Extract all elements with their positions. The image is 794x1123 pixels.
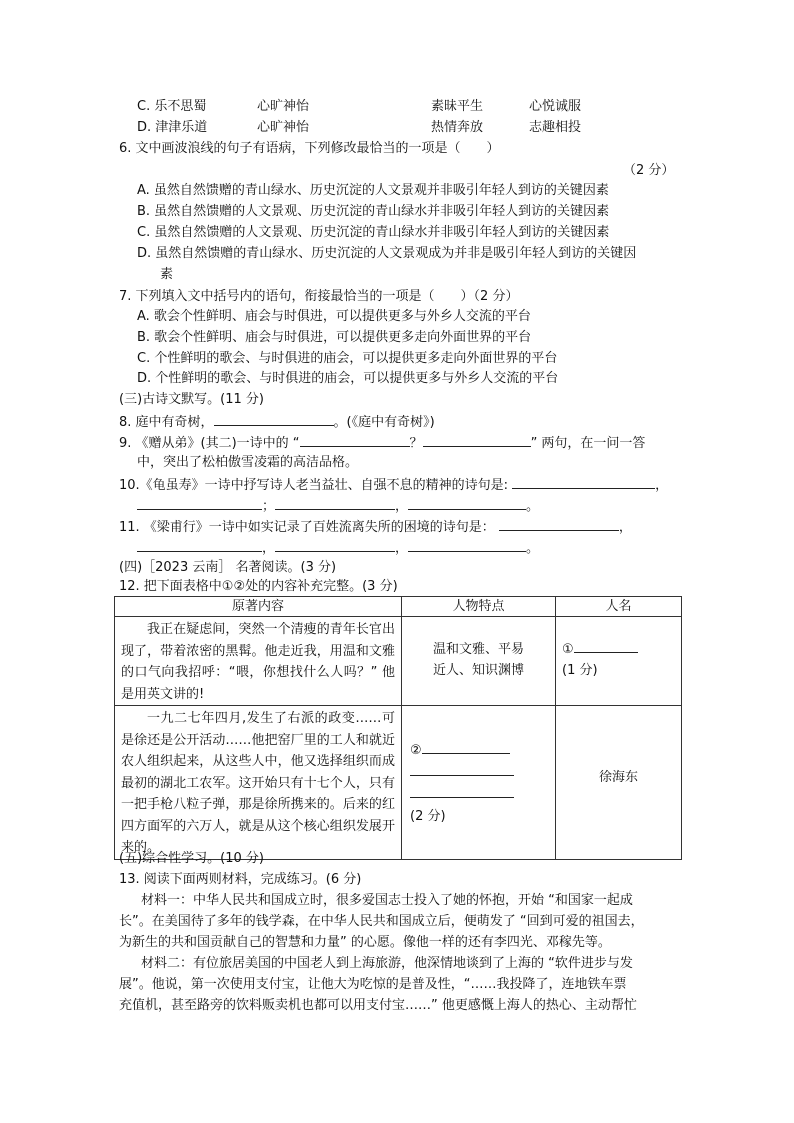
table-header-trait: 人物特点	[402, 597, 556, 617]
section-5-heading: (五)综合性学习。(10 分)	[119, 851, 264, 866]
table-header-content: 原著内容	[115, 597, 402, 617]
q11-line2	[137, 538, 539, 557]
q11-answer-blank-3[interactable]	[275, 538, 395, 552]
q7-stem: 7. 下列填入文中括号内的语句，衔接最恰当的一项是（ ）（2 分）	[119, 289, 519, 304]
q11	[119, 517, 632, 536]
row2-name-cell	[556, 706, 682, 860]
section-3-heading: (三)古诗文默写。(11 分)	[119, 392, 264, 407]
q12-stem: 12. 把下面表格中①②处的内容补充完整。(3 分)	[119, 579, 398, 594]
q10-answer-blank-2[interactable]	[137, 496, 262, 510]
q6-option-b: B. 虽然自然馈赠的人文景观、历史沉淀的青山绿水并非吸引年轻人到访的关键因素	[137, 204, 610, 219]
q11-comma-2: ，	[262, 541, 276, 556]
q6-option-c: C. 虽然自然馈赠的人文景观、历史沉淀的青山绿水并非吸引年轻人到访的关键因素	[137, 225, 610, 240]
q5-option-c: C. 乐不思蜀	[137, 99, 207, 114]
row1-trait-line2: 近人、知识渊博	[432, 663, 524, 678]
row2-trait-answer-blank-1[interactable]	[422, 740, 510, 754]
q9	[119, 433, 645, 452]
q8-prefix: 8. 庭中有奇树，	[119, 415, 214, 430]
material-1-line-1: 材料一：中华人民共和国成立时，很多爱国志士投入了她的怀抱，开始 “和国家一起成	[141, 893, 633, 908]
material-1-line-2: 长”。在美国待了多年的钱学森，在中华人民共和国成立后，便萌发了 “回到可爱的祖国去，	[119, 914, 644, 929]
q5-option-d: D. 津津乐道	[137, 120, 208, 135]
reading-table	[114, 596, 682, 860]
row2-trait-answer-blank-3[interactable]	[410, 784, 514, 798]
q10-comma-2: ，	[395, 499, 409, 514]
q11-comma: ，	[618, 520, 632, 535]
q5-option-d-word2: 心旷神怡	[257, 120, 310, 135]
material-2-line-1: 材料二：有位旅居美国的中国老人到上海旅游，他深情地谈到了上海的 “软件进步与发	[141, 956, 633, 971]
table-header-name: 人名	[556, 597, 682, 617]
q9-prefix: 9. 《赠从弟》(其二)一诗中的 “	[119, 436, 300, 451]
q6-score: （2 分）	[623, 163, 675, 178]
row1-name-answer-blank[interactable]	[574, 639, 638, 653]
q5-option-c-word2: 心旷神怡	[257, 99, 310, 114]
q10-answer-blank-4[interactable]	[408, 496, 526, 510]
q5-option-d-word3: 热情奔放	[431, 120, 484, 135]
q9-answer-blank-1[interactable]	[300, 433, 410, 447]
q11-answer-blank-1[interactable]	[499, 517, 619, 531]
material-2-line-2: 展”。他说，第一次使用支付宝，让他大为吃惊的是普及性，“……我投降了，连地铁车票	[119, 977, 627, 992]
q9-line2: 中，突出了松柏傲雪凌霜的高洁品格。	[137, 455, 359, 470]
q5-option-c-word3: 素昧平生	[431, 99, 484, 114]
row1-content-cell	[115, 617, 402, 706]
row2-trait-cell	[402, 706, 556, 860]
q10-semicolon: ；	[262, 499, 276, 514]
q11-comma-3: ，	[395, 541, 409, 556]
row2-name: 徐海东	[598, 770, 638, 785]
q10-comma: ，	[655, 478, 669, 493]
q9-suffix: ” 两句，在一问一答	[530, 436, 646, 451]
q10	[119, 475, 668, 494]
q11-prefix: 11. 《梁甫行》一诗中如实记录了百姓流离失所的困境的诗句是：	[119, 520, 495, 535]
row2-content-text: 一九二七年四月,发生了右派的政变……可是徐还是公开活动……他把窑厂里的工人和就近农人组织起来，从这些人中，他又选择组织而成最初的湖北工农军。这开始只有十七个人，只有一把手枪八粒子弹，那是徐所携来的。后来的红四方面军的六万人，就是从这个核心组织发展开来的。	[121, 711, 395, 855]
table-header-row	[115, 597, 682, 617]
q5-option-c-word4: 心悦诚服	[529, 99, 582, 114]
row1-name-score: (1 分)	[562, 663, 598, 678]
q7-option-a: A. 歌会个性鲜明、庙会与时俱进，可以提供更多与外乡人交流的平台	[137, 309, 531, 324]
q10-prefix: 10.《龟虽寿》一诗中抒写诗人老当益壮、自强不息的精神的诗句是:	[119, 478, 509, 493]
q11-answer-blank-4[interactable]	[408, 538, 526, 552]
q8-suffix: 。(《庭中有奇树》)	[333, 415, 435, 430]
q13-stem: 13. 阅读下面两则材料，完成练习。(6 分)	[119, 872, 362, 887]
q10-answer-blank-1[interactable]	[512, 475, 655, 489]
q8-answer-blank[interactable]	[214, 412, 334, 426]
q11-end: 。	[526, 541, 540, 556]
row2-content-cell	[115, 706, 402, 860]
row1-content-text: 我正在疑虑间，突然一个清瘦的青年长官出现了，带着浓密的黑髯。他走近我，用温和文雅的口气向我招呼：“喂，你想找什么人吗？” 他是用英文讲的!	[121, 622, 395, 702]
row1-name-marker: ①	[562, 642, 574, 657]
row2-trait-marker: ②	[410, 743, 422, 758]
row2-trait-answer-blank-2[interactable]	[410, 762, 514, 776]
q6-stem: 6. 文中画波浪线的句子有语病，下列修改最恰当的一项是（ ）	[119, 141, 500, 156]
q6-option-a: A. 虽然自然馈赠的青山绿水、历史沉淀的人文景观并非吸引年轻人到访的关键因素	[137, 183, 609, 198]
q7-option-b: B. 歌会个性鲜明、庙会与时俱进，可以提供更多走向外面世界的平台	[137, 330, 532, 345]
q11-answer-blank-2[interactable]	[137, 538, 262, 552]
row2-trait-score: (2 分)	[410, 809, 446, 824]
q7-option-d: D. 个性鲜明的歌会、与时俱进的庙会，可以提供更多与外乡人交流的平台	[137, 371, 559, 386]
row1-name-cell	[556, 617, 682, 706]
row1-trait-line1: 温和文雅、平易	[432, 642, 524, 657]
q10-line2	[137, 496, 539, 515]
table-row	[115, 706, 682, 860]
q6-option-d: D. 虽然自然馈赠的青山绿水、历史沉淀的人文景观成为并非是吸引年轻人到访的关键因	[137, 246, 637, 261]
q6-option-d-cont: 素	[160, 267, 174, 282]
material-2-line-3: 充值机，甚至路旁的饮料贩卖机也都可以用支付宝……” 他更感慨上海人的热心、主动帮忙	[119, 998, 637, 1013]
q9-answer-blank-2[interactable]	[423, 433, 531, 447]
material-1-line-3: 为新生的共和国贡献自己的智慧和力量” 的心愿。像他一样的还有李四光、邓稼先等。	[119, 935, 611, 950]
q8	[119, 412, 435, 431]
q10-end: 。	[526, 499, 540, 514]
row1-trait-cell	[402, 617, 556, 706]
q10-answer-blank-3[interactable]	[275, 496, 395, 510]
table-row	[115, 617, 682, 706]
q7-option-c: C. 个性鲜明的歌会、与时俱进的庙会，可以提供更多走向外面世界的平台	[137, 351, 558, 366]
section-4-heading: (四)［2023 云南］ 名著阅读。(3 分)	[119, 560, 337, 575]
q9-mid: ？	[409, 436, 423, 451]
q5-option-d-word4: 志趣相投	[529, 120, 582, 135]
